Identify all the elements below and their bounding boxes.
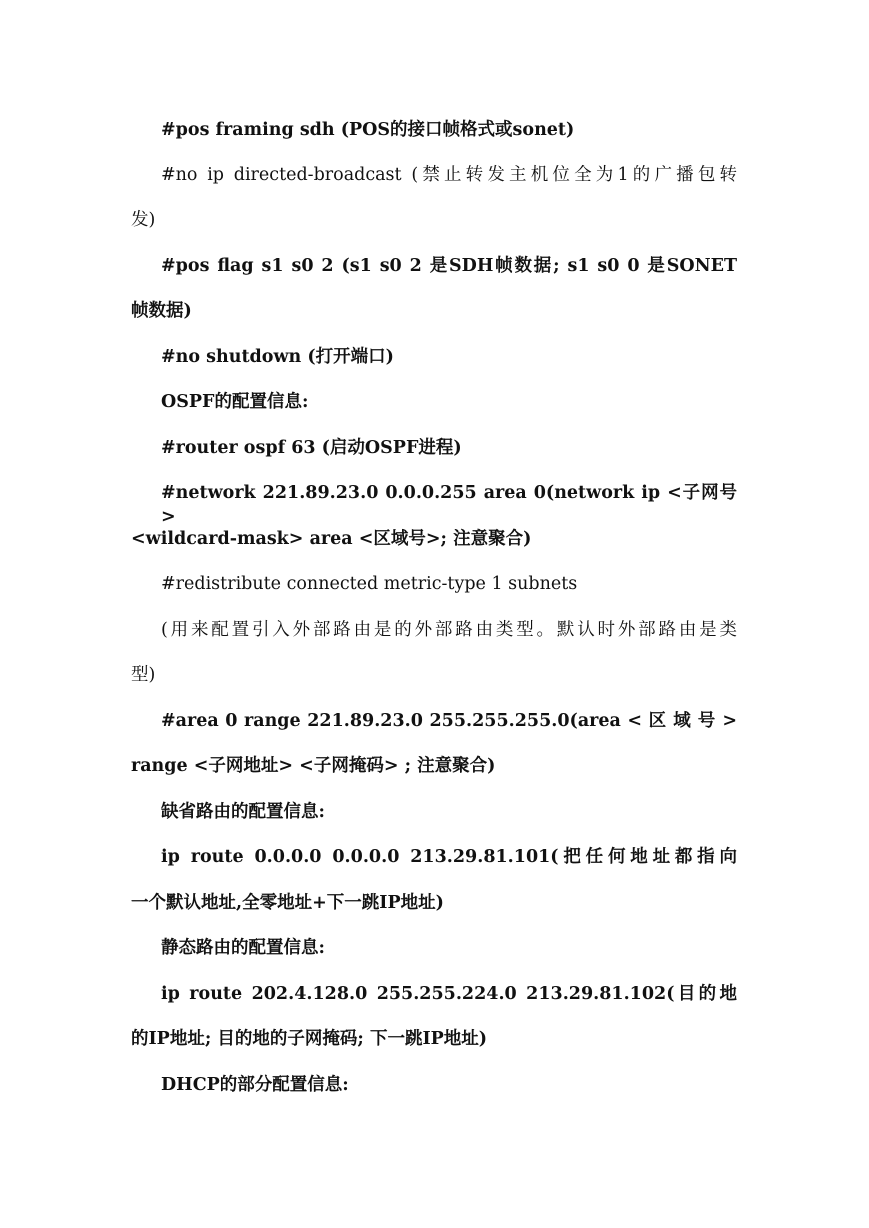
text-line-continuation: range <子网地址> <子网掩码> ; 注意聚合) bbox=[131, 756, 496, 776]
section-heading-ospf: OSPF的配置信息: bbox=[161, 392, 309, 412]
text-line-no-ip-directed-broadcast: #no ip directed-broadcast (禁止转发主机位全为1的广播包转 bbox=[161, 165, 737, 185]
text-line-area-range: #area 0 range 221.89.23.0 255.255.255.0(area < 区 域 号 > bbox=[161, 711, 737, 731]
text-line-default-route: ip route 0.0.0.0 0.0.0.0 213.29.81.101(把任何地址都指向 bbox=[161, 847, 737, 867]
text-line-static-route: ip route 202.4.128.0 255.255.224.0 213.29.81.102(目的地 bbox=[161, 984, 737, 1004]
text-line-network: #network 221.89.23.0 0.0.0.255 area 0(network ip <子网号> bbox=[161, 483, 737, 527]
text-line-router-ospf: #router ospf 63 (启动OSPF进程) bbox=[161, 438, 462, 458]
text-line-redistribute: #redistribute connected metric-type 1 subnets bbox=[161, 574, 578, 594]
text-line-redistribute-note: (用来配置引入外部路由是的外部路由类型。默认时外部路由是类 bbox=[161, 620, 737, 640]
text-line-pos-flag: #pos flag s1 s0 2 (s1 s0 2 是SDH帧数据; s1 s0 0 是SONET bbox=[161, 256, 737, 276]
text-line-continuation: <wildcard-mask> area <区域号>; 注意聚合) bbox=[131, 529, 532, 549]
section-heading-dhcp: DHCP的部分配置信息: bbox=[161, 1075, 349, 1095]
text-line-continuation: 发) bbox=[131, 210, 156, 230]
text-line-continuation: 的IP地址; 目的地的子网掩码; 下一跳IP地址) bbox=[131, 1029, 488, 1049]
section-heading-default-route: 缺省路由的配置信息: bbox=[161, 802, 325, 822]
text-line-pos-framing: #pos framing sdh (POS的接口帧格式或sonet) bbox=[161, 120, 575, 140]
text-line-continuation: 帧数据) bbox=[131, 301, 192, 321]
section-heading-static-route: 静态路由的配置信息: bbox=[161, 938, 325, 958]
text-line-continuation: 一个默认地址,全零地址+下一跳IP地址) bbox=[131, 893, 444, 913]
text-line-no-shutdown: #no shutdown (打开端口) bbox=[161, 347, 394, 367]
text-line-continuation: 型) bbox=[131, 665, 156, 685]
